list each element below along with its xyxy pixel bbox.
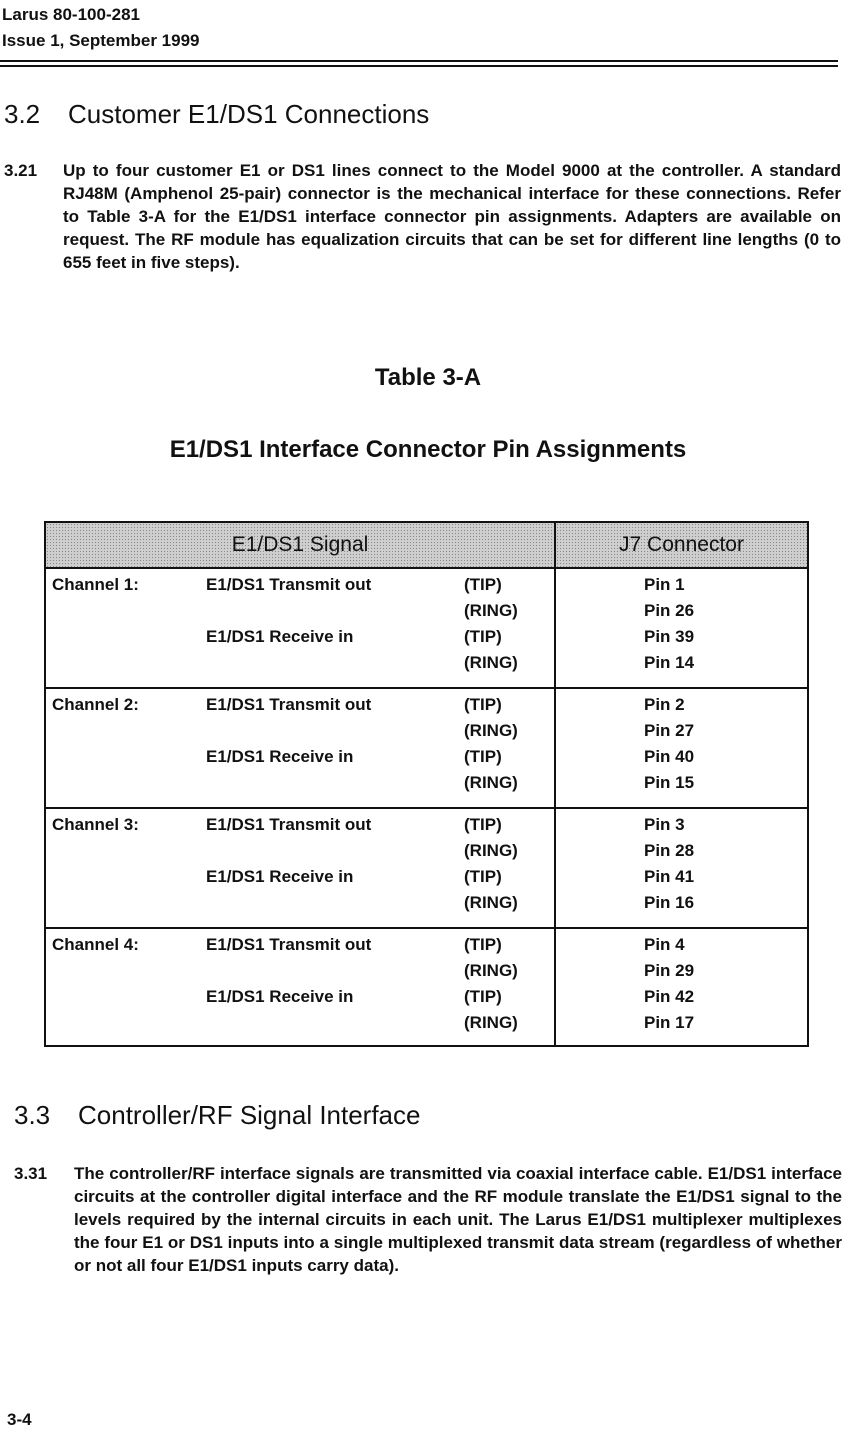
- signal-name: E1/DS1 Receive in: [206, 867, 354, 886]
- column-header-connector: J7 Connector: [619, 533, 744, 556]
- signal-name: E1/DS1 Transmit out: [206, 695, 372, 714]
- wire-label: (RING): [464, 773, 518, 792]
- wire-label: (RING): [464, 893, 518, 912]
- channel-group: [46, 927, 807, 1047]
- pin-number: Pin 39: [644, 627, 695, 646]
- pin-assignment-table: [44, 521, 809, 1047]
- channel-label: Channel 3:: [52, 815, 139, 834]
- channel-label: Channel 4:: [52, 935, 139, 954]
- wire-label: (TIP): [464, 627, 502, 646]
- paragraph-number-3-21: 3.21: [4, 161, 38, 180]
- wire-label: (TIP): [464, 935, 502, 954]
- page-number: 3-4: [7, 1410, 32, 1429]
- signal-name: E1/DS1 Receive in: [206, 987, 354, 1006]
- wire-label: (TIP): [464, 747, 502, 766]
- paragraph-3-21: Up to four customer E1 or DS1 lines connect to the Model 9000 at the controller. A standard RJ48M (Amphenol 25-pair) connector is the mechanical interface for these connections. Refer to Table 3-A for the E1/DS1 interface connector pin assignments. Adapters are available on request. The RF module has equalization circuits that can be set for different line lengths (0 to 655 feet in five steps).: [63, 161, 841, 272]
- wire-label: (TIP): [464, 867, 502, 886]
- signal-name: E1/DS1 Receive in: [206, 627, 354, 646]
- wire-label: (TIP): [464, 695, 502, 714]
- pin-number: Pin 29: [644, 961, 695, 980]
- paragraph-number-3-31: 3.31: [14, 1164, 48, 1183]
- signal-name: E1/DS1 Transmit out: [206, 935, 372, 954]
- section-title: Controller/RF Signal Interface: [78, 1100, 421, 1130]
- running-header: [2, 2, 200, 54]
- wire-label: (RING): [464, 653, 518, 672]
- wire-label: (RING): [464, 1013, 518, 1032]
- pin-number: Pin 26: [644, 601, 695, 620]
- channel-group: [46, 687, 807, 807]
- pin-number: Pin 40: [644, 747, 695, 766]
- paragraph-3-31: The controller/RF interface signals are transmitted via coaxial interface cable. E1/DS1 interface circuits at the controller digital interface and the RF module translate the E1/DS1 signal to the levels required by the internal circuits in each unit. The Larus E1/DS1 multiplexer multiplexes the four E1 or DS1 inputs into a single multiplexed transmit data stream (regardless of whether or not all four E1/DS1 inputs carry data).: [74, 1164, 842, 1275]
- section-number: 3.2: [4, 99, 41, 129]
- wire-label: (TIP): [464, 815, 502, 834]
- pin-number: Pin 2: [644, 695, 685, 714]
- channel-label: Channel 2:: [52, 695, 139, 714]
- pin-number: Pin 42: [644, 987, 695, 1006]
- wire-label: (RING): [464, 961, 518, 980]
- column-header-signal: E1/DS1 Signal: [231, 533, 369, 556]
- issue-date: Issue 1, September 1999: [2, 31, 200, 50]
- section-title: Customer E1/DS1 Connections: [68, 99, 430, 129]
- channel-group: [46, 567, 807, 687]
- signal-name: E1/DS1 Transmit out: [206, 575, 372, 594]
- signal-name: E1/DS1 Transmit out: [206, 815, 372, 834]
- document-number: Larus 80-100-281: [2, 5, 140, 24]
- signal-name: E1/DS1 Receive in: [206, 747, 354, 766]
- table-title: E1/DS1 Interface Connector Pin Assignments: [169, 436, 687, 463]
- wire-label: (TIP): [464, 575, 502, 594]
- wire-label: (RING): [464, 601, 518, 620]
- pin-number: Pin 15: [644, 773, 695, 792]
- pin-number: Pin 4: [644, 935, 685, 954]
- pin-number: Pin 17: [644, 1013, 695, 1032]
- header-rule-top: [0, 60, 838, 62]
- pin-number: Pin 3: [644, 815, 685, 834]
- pin-number: Pin 27: [644, 721, 695, 740]
- channel-group: [46, 807, 807, 927]
- channel-label: Channel 1:: [52, 575, 139, 594]
- table-header-row: [46, 523, 807, 569]
- pin-number: Pin 28: [644, 841, 695, 860]
- pin-number: Pin 14: [644, 653, 695, 672]
- header-rule-bottom: [0, 65, 838, 67]
- pin-number: Pin 1: [644, 575, 685, 594]
- section-number: 3.3: [14, 1100, 51, 1130]
- wire-label: (RING): [464, 841, 518, 860]
- section-3-2-heading: [4, 99, 429, 130]
- pin-number: Pin 16: [644, 893, 695, 912]
- pin-number: Pin 41: [644, 867, 695, 886]
- table-label: Table 3-A: [374, 364, 482, 391]
- wire-label: (RING): [464, 721, 518, 740]
- section-3-3-heading: [14, 1100, 420, 1131]
- wire-label: (TIP): [464, 987, 502, 1006]
